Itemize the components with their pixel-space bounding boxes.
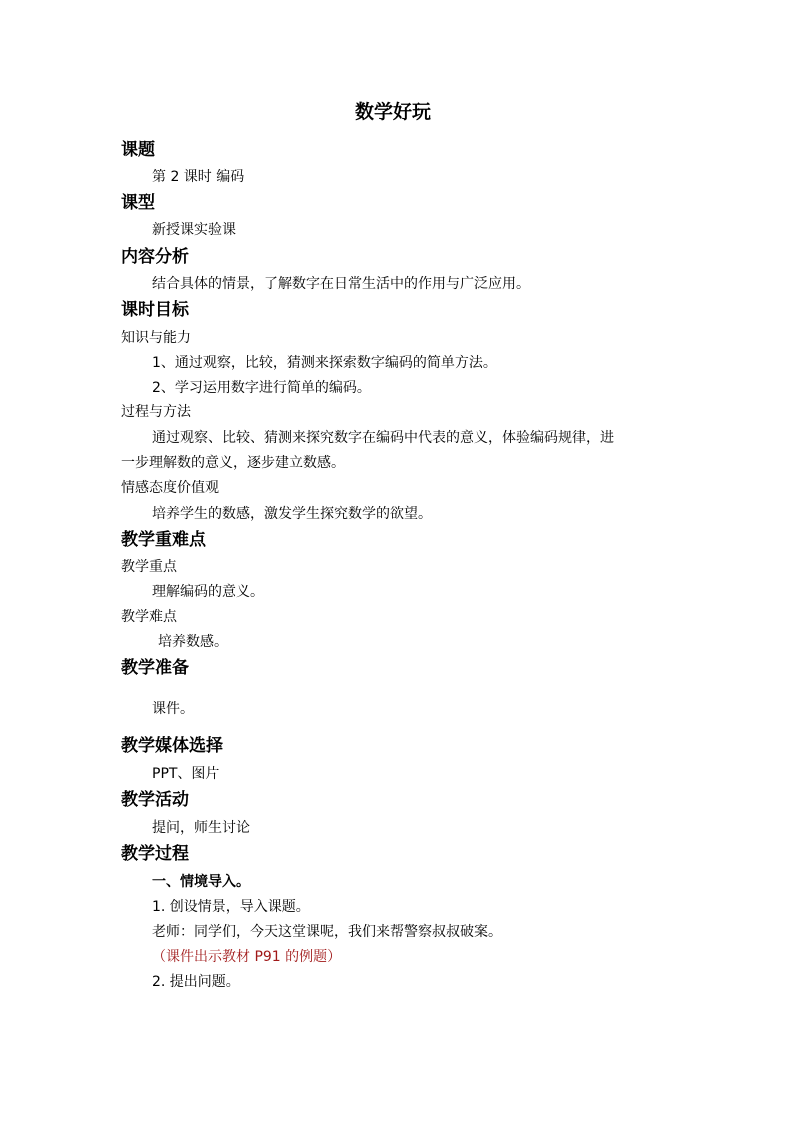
process-line-2: 一步理解数的意义，逐步建立数感。 — [121, 455, 345, 471]
activity-text: 提问，师生讨论 — [152, 820, 250, 836]
courseware-note: （课件出示教材 P91 的例题） — [152, 949, 342, 965]
intro-heading: 一、情境导入。 — [152, 874, 250, 890]
section-heading-preparation: 教学准备 — [121, 658, 189, 678]
knowledge-line-1: 1、通过观察，比较，猜测来探索数字编码的简单方法。 — [152, 355, 497, 371]
step-1: 1. 创设情景，导入课题。 — [152, 899, 310, 915]
teacher-line: 老师：同学们，今天这堂课呢，我们来帮警察叔叔破案。 — [152, 924, 502, 940]
section-heading-type: 课型 — [121, 193, 155, 213]
section-heading-goal: 课时目标 — [121, 300, 189, 320]
subheading-process: 过程与方法 — [121, 404, 191, 420]
difficulty-text: 培养数感。 — [158, 634, 228, 650]
section-heading-key-points: 教学重难点 — [121, 530, 206, 550]
subheading-focus: 教学重点 — [121, 559, 177, 575]
subheading-difficulty: 教学难点 — [121, 609, 177, 625]
section-heading-process: 教学过程 — [121, 844, 189, 864]
topic-text: 第 2 课时 编码 — [152, 169, 245, 185]
media-text: PPT、图片 — [152, 766, 220, 782]
subheading-emotion: 情感态度价值观 — [121, 480, 219, 496]
preparation-text: 课件。 — [152, 701, 194, 717]
content-text: 结合具体的情景，了解数字在日常生活中的作用与广泛应用。 — [152, 276, 530, 292]
section-heading-content: 内容分析 — [121, 247, 189, 267]
document-title: 数学好玩 — [355, 101, 432, 123]
type-text: 新授课实验课 — [152, 222, 236, 238]
emotion-text: 培养学生的数感，激发学生探究数学的欲望。 — [152, 506, 432, 522]
process-line-1: 通过观察、比较、猜测来探究数字在编码中代表的意义，体验编码规律，进 — [152, 430, 614, 446]
knowledge-line-2: 2、学习运用数字进行简单的编码。 — [152, 380, 371, 396]
section-heading-activity: 教学活动 — [121, 790, 189, 810]
focus-text: 理解编码的意义。 — [152, 584, 264, 600]
subheading-knowledge: 知识与能力 — [121, 330, 191, 346]
section-heading-media: 教学媒体选择 — [121, 736, 223, 756]
section-heading-topic: 课题 — [121, 140, 155, 160]
step-2: 2. 提出问题。 — [152, 974, 240, 990]
